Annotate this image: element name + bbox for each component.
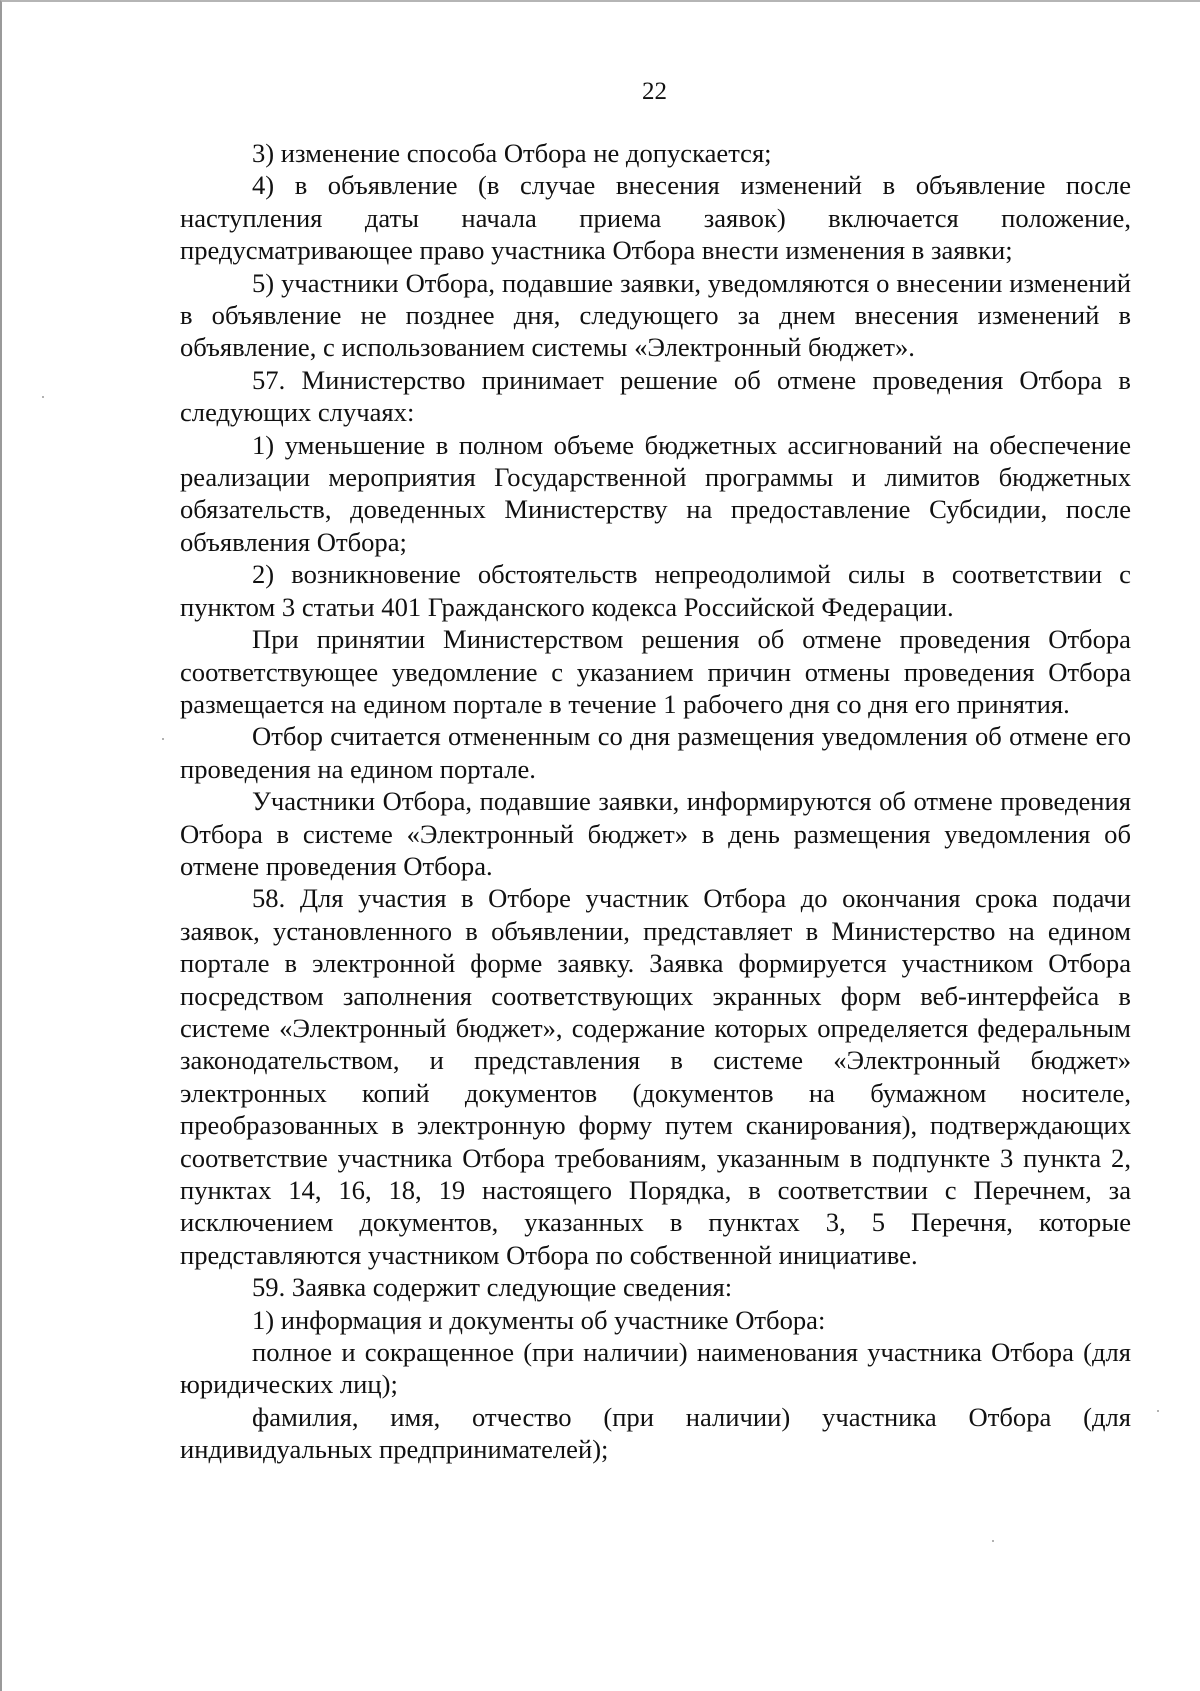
paragraph: Участники Отбора, подавшие заявки, информируются об отмене проведения Отбора в системе «Электронный бюджет» в день размещения уведомления об отмене проведения Отбора.	[180, 786, 1131, 881]
paragraph: фамилия, имя, отчество (при наличии) участника Отбора (для индивидуальных предпринимателей);	[180, 1401, 1131, 1465]
paragraph: 4) в объявление (в случае внесения изменений в объявление после наступления даты начала приема заявок) включается положение, предусматривающее право участника Отбора внести изменения в заявки;	[180, 170, 1131, 266]
scan-speck	[992, 1540, 994, 1542]
paragraph: 3) изменение способа Отбора не допускается;	[252, 138, 772, 168]
paragraph: 1) уменьшение в полном объеме бюджетных ассигнований на обеспечение реализации мероприятия Государственной программы и лимитов бюджетных обязательств, доведенных Министерству на предоставление Субсидии, после объявления Отбора;	[180, 429, 1131, 557]
paragraph: 58. Для участия в Отборе участник Отбора до окончания срока подачи заявок, установленного в объявлении, представляет в Министерство на едином портале в электронной форме заявку. Заявка формируется участником Отбора посредством заполнения соответствующих экранных форм веб-интерфейса в системе «Электронный бюджет», содержание которых определяется федеральным законодательством, и представления в системе «Электронный бюджет» электронных копий документов (документов на бумажном носителе, преобразованных в электронную форму путем сканирования), подтверждающих соответствие участника Отбора требованиям, указанным в подпункте 3 пункта 2, пунктах 14, 16, 18, 19 настоящего Порядка, в соответствии с Перечнем, за исключением документов, указанных в пунктах 3, 5 Перечня, которые представляются участником Отбора по собственной инициативе.	[180, 883, 1131, 1270]
scan-speck	[42, 396, 44, 398]
paragraph: При принятии Министерством решения об отмене проведения Отбора соответствующее уведомление с указанием причин отмены проведения Отбора размещается на едином портале в течение 1 рабочего дня со дня его принятия.	[180, 624, 1131, 719]
paragraph: 2) возникновение обстоятельств непреодолимой силы в соответствии с пунктом 3 статьи 401 Гражданского кодекса Российской Федерации.	[180, 559, 1131, 622]
paragraph: 1) информация и документы об участнике Отбора:	[252, 1304, 826, 1335]
paragraph: 59. Заявка содержит следующие сведения:	[252, 1272, 733, 1303]
paragraph: 57. Министерство принимает решение об отмене проведения Отбора в следующих случаях:	[180, 364, 1131, 428]
scan-speck	[1157, 1410, 1159, 1412]
paragraph: Отбор считается отмененным со дня размещения уведомления об отмене его проведения на едином портале.	[180, 721, 1131, 784]
page-number: 22	[642, 78, 667, 105]
document-body	[180, 137, 1131, 1466]
paragraph: полное и сокращенное (при наличии) наименования участника Отбора (для юридических лиц);	[180, 1337, 1131, 1400]
paragraph: 5) участники Отбора, подавшие заявки, уведомляются о внесении изменений в объявление не позднее дня, следующего за днем внесения изменений в объявление, с использованием системы «Электронный бюджет».	[180, 267, 1131, 363]
scan-speck	[162, 738, 164, 740]
